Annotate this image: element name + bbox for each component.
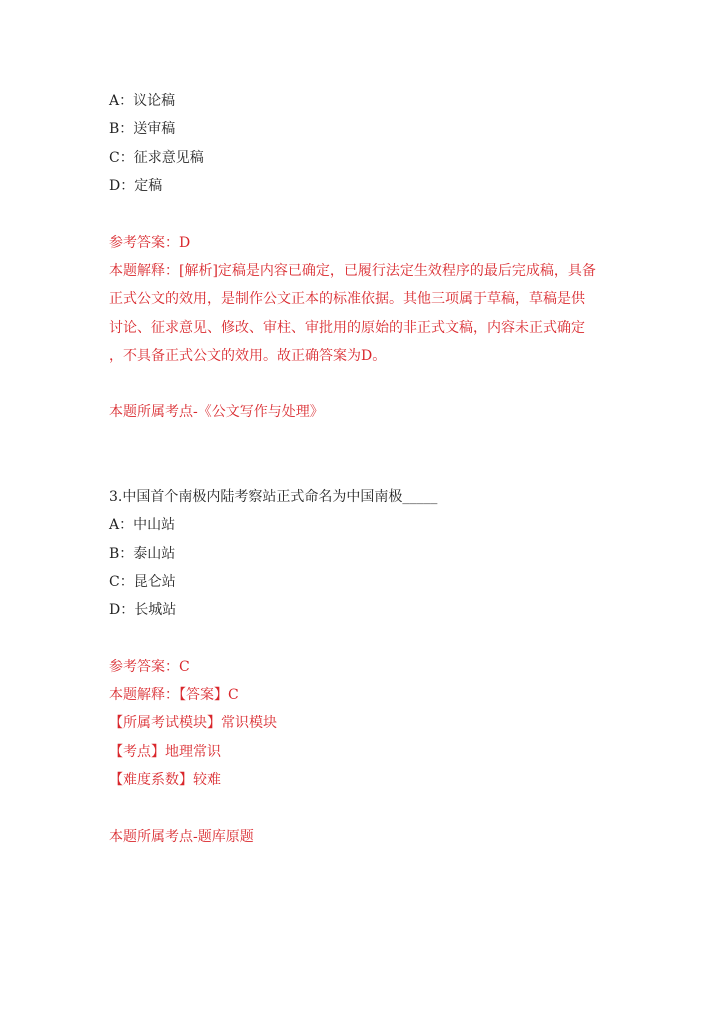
option-c: C：昆仑站 — [109, 574, 176, 590]
explanation-line: 讨论、征求意见、修改、审柱、审批用的原始的非正式文稿，内容未正式确定 — [109, 320, 585, 336]
question-text: 3.中国首个南极内陆考察站正式命名为中国南极_____ — [109, 489, 438, 505]
topic-label: 本题所属考点-题库原题 — [109, 829, 254, 845]
explanation-line: ，不具备正式公文的效用。故正确答案为D。 — [109, 348, 387, 364]
explanation-line: 本题解释：[解析]定稿是内容已确定，已履行法定生效程序的最后完成稿，具备 — [109, 263, 596, 279]
explanation-line: 【难度系数】较难 — [109, 772, 221, 788]
reference-answer: 参考答案：C — [109, 659, 190, 675]
reference-answer: 参考答案：D — [109, 235, 191, 251]
option-c: C：征求意见稿 — [109, 150, 204, 166]
explanation-line: 本题解释：【答案】C — [109, 687, 239, 703]
option-d: D：长城站 — [109, 602, 177, 618]
explanation-line: 【所属考试模块】常识模块 — [109, 715, 277, 731]
explanation-line: 正式公文的效用，是制作公文正本的标准依据。其他三项属于草稿，草稿是供 — [109, 291, 585, 307]
option-b: B：送审稿 — [109, 121, 176, 137]
option-b: B：泰山站 — [109, 546, 176, 562]
option-a: A：议论稿 — [109, 93, 176, 109]
explanation-line: 【考点】地理常识 — [109, 744, 221, 760]
option-d: D：定稿 — [109, 178, 163, 194]
topic-label: 本题所属考点-《公文写作与处理》 — [109, 404, 324, 420]
option-a: A：中山站 — [109, 517, 176, 533]
